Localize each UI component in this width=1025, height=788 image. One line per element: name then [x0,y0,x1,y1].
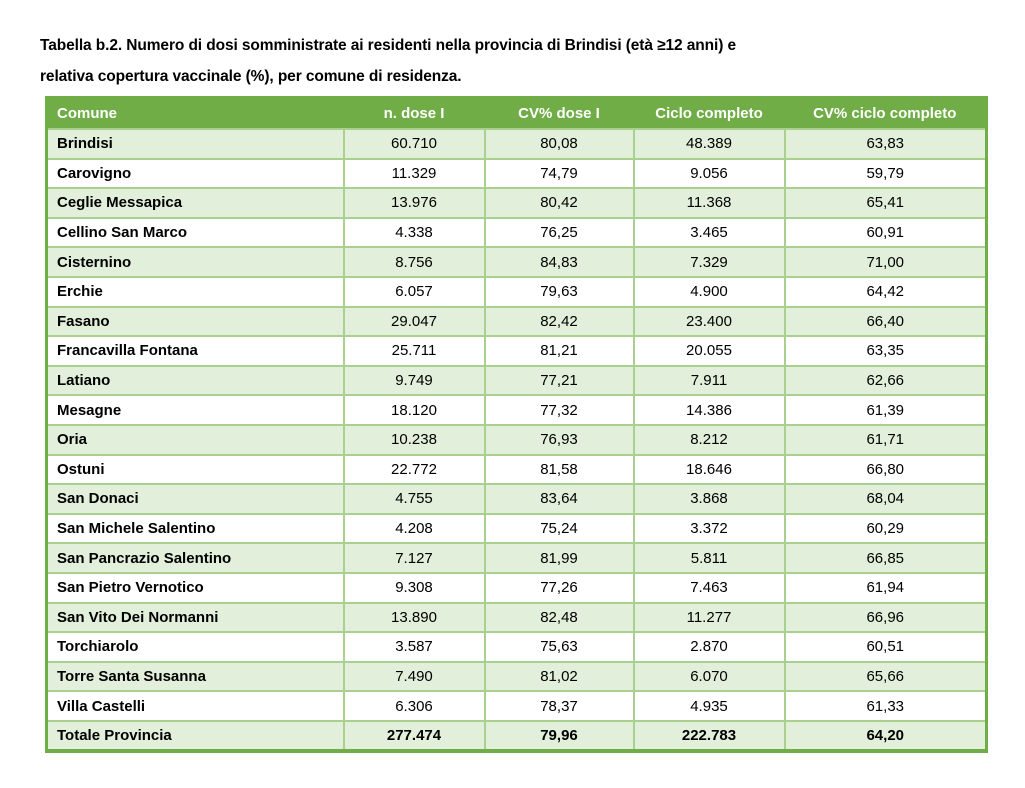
comune-cell: Torchiarolo [47,632,344,662]
table-row [47,632,987,662]
comune-cell: Erchie [47,277,344,307]
value-cell: 20.055 [634,336,785,366]
comune-cell: Torre Santa Susanna [47,662,344,692]
header-ciclo-completo: Ciclo completo [634,98,785,130]
value-cell: 83,64 [485,484,634,514]
value-cell: 79,96 [485,721,634,752]
value-cell: 3.587 [344,632,485,662]
value-cell: 81,21 [485,336,634,366]
value-cell: 6.057 [344,277,485,307]
comune-cell: Oria [47,425,344,455]
table-row [47,543,987,573]
value-cell: 60,29 [785,514,987,544]
value-cell: 65,66 [785,662,987,692]
header-cv-ciclo-completo: CV% ciclo completo [785,98,987,130]
comune-cell: Francavilla Fontana [47,336,344,366]
value-cell: 80,08 [485,129,634,159]
value-cell: 4.935 [634,691,785,721]
vaccination-table [45,96,988,753]
value-cell: 10.238 [344,425,485,455]
table-row [47,129,987,159]
table-row [47,277,987,307]
comune-cell: Latiano [47,366,344,396]
table-row [47,455,987,485]
value-cell: 60,91 [785,218,987,248]
value-cell: 7.127 [344,543,485,573]
value-cell: 59,79 [785,159,987,189]
value-cell: 66,80 [785,455,987,485]
comune-cell: Brindisi [47,129,344,159]
value-cell: 5.811 [634,543,785,573]
value-cell: 4.208 [344,514,485,544]
value-cell: 7.911 [634,366,785,396]
value-cell: 61,94 [785,573,987,603]
value-cell: 14.386 [634,395,785,425]
table-row [47,484,987,514]
comune-cell: San Pancrazio Salentino [47,543,344,573]
header-n-dose-1: n. dose I [344,98,485,130]
comune-cell: Mesagne [47,395,344,425]
value-cell: 6.306 [344,691,485,721]
table-row [47,425,987,455]
value-cell: 3.465 [634,218,785,248]
value-cell: 7.463 [634,573,785,603]
value-cell: 7.329 [634,247,785,277]
table-row [47,691,987,721]
value-cell: 277.474 [344,721,485,752]
header-comune: Comune [47,98,344,130]
comune-cell: Carovigno [47,159,344,189]
comune-cell: Totale Provincia [47,721,344,752]
value-cell: 11.277 [634,603,785,633]
value-cell: 80,42 [485,188,634,218]
table-row-total [47,721,987,752]
table-row [47,159,987,189]
value-cell: 61,71 [785,425,987,455]
value-cell: 4.900 [634,277,785,307]
value-cell: 66,96 [785,603,987,633]
value-cell: 65,41 [785,188,987,218]
value-cell: 25.711 [344,336,485,366]
value-cell: 79,63 [485,277,634,307]
value-cell: 8.756 [344,247,485,277]
value-cell: 13.976 [344,188,485,218]
value-cell: 74,79 [485,159,634,189]
value-cell: 75,24 [485,514,634,544]
value-cell: 9.308 [344,573,485,603]
value-cell: 81,99 [485,543,634,573]
comune-cell: Cellino San Marco [47,218,344,248]
value-cell: 60,51 [785,632,987,662]
table-row [47,366,987,396]
value-cell: 77,32 [485,395,634,425]
value-cell: 71,00 [785,247,987,277]
table-header [47,98,987,130]
header-cv-dose-1: CV% dose I [485,98,634,130]
value-cell: 66,40 [785,307,987,337]
table-caption [40,30,995,92]
comune-cell: Villa Castelli [47,691,344,721]
value-cell: 76,93 [485,425,634,455]
table-row [47,218,987,248]
comune-cell: San Michele Salentino [47,514,344,544]
table-caption-line-2: relativa copertura vaccinale (%), per comune di residenza. [40,68,462,85]
comune-cell: San Vito Dei Normanni [47,603,344,633]
value-cell: 11.368 [634,188,785,218]
comune-cell: Cisternino [47,247,344,277]
comune-cell: Ostuni [47,455,344,485]
value-cell: 3.868 [634,484,785,514]
value-cell: 18.120 [344,395,485,425]
value-cell: 81,58 [485,455,634,485]
value-cell: 3.372 [634,514,785,544]
value-cell: 68,04 [785,484,987,514]
table-row [47,603,987,633]
value-cell: 8.212 [634,425,785,455]
value-cell: 61,33 [785,691,987,721]
value-cell: 63,83 [785,129,987,159]
value-cell: 82,42 [485,307,634,337]
value-cell: 13.890 [344,603,485,633]
table-row [47,336,987,366]
value-cell: 60.710 [344,129,485,159]
value-cell: 7.490 [344,662,485,692]
value-cell: 81,02 [485,662,634,692]
value-cell: 62,66 [785,366,987,396]
value-cell: 76,25 [485,218,634,248]
table-row [47,307,987,337]
comune-cell: San Pietro Vernotico [47,573,344,603]
value-cell: 64,20 [785,721,987,752]
table-row [47,247,987,277]
comune-cell: Fasano [47,307,344,337]
value-cell: 29.047 [344,307,485,337]
table-row [47,188,987,218]
comune-cell: San Donaci [47,484,344,514]
value-cell: 82,48 [485,603,634,633]
value-cell: 48.389 [634,129,785,159]
value-cell: 77,21 [485,366,634,396]
header-row [47,98,987,130]
table-row [47,395,987,425]
comune-cell: Ceglie Messapica [47,188,344,218]
value-cell: 22.772 [344,455,485,485]
value-cell: 84,83 [485,247,634,277]
table-caption-line-1: Tabella b.2. Numero di dosi somministrate ai residenti nella provincia di Brindisi (età ≥12 anni) e [40,37,737,54]
value-cell: 78,37 [485,691,634,721]
value-cell: 2.870 [634,632,785,662]
value-cell: 64,42 [785,277,987,307]
value-cell: 23.400 [634,307,785,337]
value-cell: 9.056 [634,159,785,189]
value-cell: 11.329 [344,159,485,189]
value-cell: 6.070 [634,662,785,692]
table-row [47,514,987,544]
table-row [47,573,987,603]
table-row [47,662,987,692]
value-cell: 61,39 [785,395,987,425]
value-cell: 9.749 [344,366,485,396]
value-cell: 63,35 [785,336,987,366]
table-body [47,129,987,751]
value-cell: 4.338 [344,218,485,248]
value-cell: 75,63 [485,632,634,662]
value-cell: 4.755 [344,484,485,514]
value-cell: 222.783 [634,721,785,752]
value-cell: 66,85 [785,543,987,573]
value-cell: 77,26 [485,573,634,603]
value-cell: 18.646 [634,455,785,485]
